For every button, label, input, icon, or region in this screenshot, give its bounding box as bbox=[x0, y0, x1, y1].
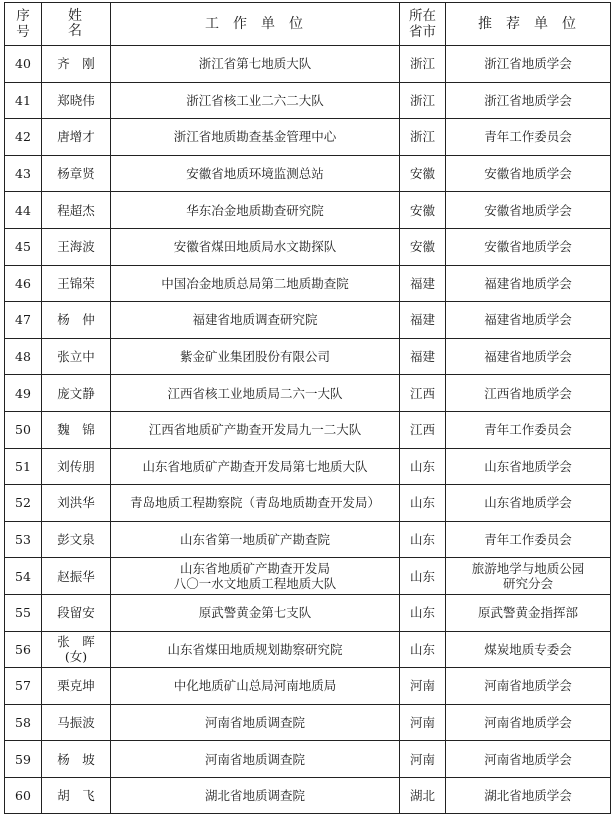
cell-unit: 山东省煤田地质规划勘察研究院 bbox=[111, 631, 400, 668]
cell-province: 江西 bbox=[400, 411, 446, 448]
table-row bbox=[5, 631, 611, 668]
header-row bbox=[5, 3, 611, 46]
table-row bbox=[5, 155, 611, 192]
table-row bbox=[5, 777, 611, 814]
cell-name: 马振波 bbox=[42, 704, 111, 741]
cell-province: 福建 bbox=[400, 265, 446, 302]
cell-province: 湖北 bbox=[400, 777, 446, 814]
cell-index: 48 bbox=[5, 338, 42, 375]
cell-name: 程超杰 bbox=[42, 192, 111, 229]
table-row bbox=[5, 265, 611, 302]
cell-index: 54 bbox=[5, 558, 42, 595]
cell-unit: 福建省地质调查研究院 bbox=[111, 302, 400, 339]
cell-name: 张立中 bbox=[42, 338, 111, 375]
cell-recommender: 福建省地质学会 bbox=[446, 265, 611, 302]
table-row bbox=[5, 375, 611, 412]
cell-name: 唐增才 bbox=[42, 119, 111, 156]
table-row bbox=[5, 485, 611, 522]
cell-index: 40 bbox=[5, 46, 42, 83]
cell-unit: 河南省地质调查院 bbox=[111, 741, 400, 778]
table-row bbox=[5, 558, 611, 595]
cell-recommender: 浙江省地质学会 bbox=[446, 82, 611, 119]
table-row bbox=[5, 594, 611, 631]
table-row bbox=[5, 119, 611, 156]
cell-unit: 浙江省地质勘查基金管理中心 bbox=[111, 119, 400, 156]
table-row bbox=[5, 668, 611, 705]
cell-unit: 浙江省核工业二六二大队 bbox=[111, 82, 400, 119]
header-province: 所在 省市 bbox=[400, 3, 446, 46]
cell-unit: 江西省核工业地质局二六一大队 bbox=[111, 375, 400, 412]
cell-province: 福建 bbox=[400, 338, 446, 375]
header-unit: 工作单位 bbox=[111, 3, 400, 46]
cell-province: 河南 bbox=[400, 668, 446, 705]
cell-index: 50 bbox=[5, 411, 42, 448]
cell-province: 安徽 bbox=[400, 228, 446, 265]
cell-index: 49 bbox=[5, 375, 42, 412]
table-row bbox=[5, 704, 611, 741]
cell-province: 安徽 bbox=[400, 192, 446, 229]
cell-name: 庞文静 bbox=[42, 375, 111, 412]
cell-unit: 湖北省地质调查院 bbox=[111, 777, 400, 814]
cell-recommender: 湖北省地质学会 bbox=[446, 777, 611, 814]
cell-unit: 浙江省第七地质大队 bbox=[111, 46, 400, 83]
table-body bbox=[5, 46, 611, 814]
cell-index: 56 bbox=[5, 631, 42, 668]
cell-province: 浙江 bbox=[400, 119, 446, 156]
cell-index: 57 bbox=[5, 668, 42, 705]
cell-unit: 青岛地质工程勘察院（青岛地质勘查开发局） bbox=[111, 485, 400, 522]
cell-unit: 山东省地质矿产勘查开发局 八〇一水文地质工程地质大队 bbox=[111, 558, 400, 595]
cell-recommender: 福建省地质学会 bbox=[446, 302, 611, 339]
cell-name: 杨章贤 bbox=[42, 155, 111, 192]
cell-unit: 山东省第一地质矿产勘查院 bbox=[111, 521, 400, 558]
cell-province: 山东 bbox=[400, 485, 446, 522]
cell-index: 45 bbox=[5, 228, 42, 265]
cell-index: 55 bbox=[5, 594, 42, 631]
cell-index: 47 bbox=[5, 302, 42, 339]
cell-province: 河南 bbox=[400, 704, 446, 741]
cell-recommender: 安徽省地质学会 bbox=[446, 155, 611, 192]
cell-province: 山东 bbox=[400, 631, 446, 668]
table-row bbox=[5, 192, 611, 229]
table-row bbox=[5, 46, 611, 83]
table-row bbox=[5, 228, 611, 265]
cell-recommender: 河南省地质学会 bbox=[446, 668, 611, 705]
cell-unit: 安徽省煤田地质局水文勘探队 bbox=[111, 228, 400, 265]
table-row bbox=[5, 448, 611, 485]
cell-unit: 河南省地质调查院 bbox=[111, 704, 400, 741]
cell-name: 栗克坤 bbox=[42, 668, 111, 705]
cell-province: 山东 bbox=[400, 448, 446, 485]
cell-recommender: 福建省地质学会 bbox=[446, 338, 611, 375]
cell-index: 51 bbox=[5, 448, 42, 485]
cell-recommender: 山东省地质学会 bbox=[446, 485, 611, 522]
cell-recommender: 安徽省地质学会 bbox=[446, 228, 611, 265]
cell-recommender: 浙江省地质学会 bbox=[446, 46, 611, 83]
cell-name: 刘传朋 bbox=[42, 448, 111, 485]
cell-recommender: 青年工作委员会 bbox=[446, 119, 611, 156]
header-index: 序 号 bbox=[5, 3, 42, 46]
cell-province: 浙江 bbox=[400, 46, 446, 83]
cell-unit: 江西省地质矿产勘查开发局九一二大队 bbox=[111, 411, 400, 448]
cell-name: 齐 刚 bbox=[42, 46, 111, 83]
cell-province: 山东 bbox=[400, 521, 446, 558]
cell-name: 刘洪华 bbox=[42, 485, 111, 522]
cell-recommender: 河南省地质学会 bbox=[446, 741, 611, 778]
cell-name: 张 晖 (女) bbox=[42, 631, 111, 668]
table-row bbox=[5, 82, 611, 119]
cell-recommender: 山东省地质学会 bbox=[446, 448, 611, 485]
cell-name: 魏 锦 bbox=[42, 411, 111, 448]
cell-unit: 安徽省地质环境监测总站 bbox=[111, 155, 400, 192]
cell-unit: 华东冶金地质勘查研究院 bbox=[111, 192, 400, 229]
cell-unit: 山东省地质矿产勘查开发局第七地质大队 bbox=[111, 448, 400, 485]
header-name: 姓名 bbox=[42, 3, 111, 46]
roster-table bbox=[4, 2, 611, 814]
cell-index: 44 bbox=[5, 192, 42, 229]
cell-index: 59 bbox=[5, 741, 42, 778]
cell-province: 福建 bbox=[400, 302, 446, 339]
table-row bbox=[5, 338, 611, 375]
table-row bbox=[5, 302, 611, 339]
cell-province: 山东 bbox=[400, 594, 446, 631]
cell-name: 段留安 bbox=[42, 594, 111, 631]
cell-recommender: 青年工作委员会 bbox=[446, 411, 611, 448]
cell-name: 赵振华 bbox=[42, 558, 111, 595]
cell-name: 杨 坡 bbox=[42, 741, 111, 778]
cell-name: 郑晓伟 bbox=[42, 82, 111, 119]
cell-unit: 中化地质矿山总局河南地质局 bbox=[111, 668, 400, 705]
cell-name: 杨 仲 bbox=[42, 302, 111, 339]
cell-name: 王海波 bbox=[42, 228, 111, 265]
cell-index: 60 bbox=[5, 777, 42, 814]
cell-unit: 原武警黄金第七支队 bbox=[111, 594, 400, 631]
cell-unit: 紫金矿业集团股份有限公司 bbox=[111, 338, 400, 375]
cell-index: 53 bbox=[5, 521, 42, 558]
cell-province: 浙江 bbox=[400, 82, 446, 119]
cell-unit: 中国冶金地质总局第二地质勘查院 bbox=[111, 265, 400, 302]
cell-recommender: 河南省地质学会 bbox=[446, 704, 611, 741]
cell-recommender: 江西省地质学会 bbox=[446, 375, 611, 412]
cell-province: 安徽 bbox=[400, 155, 446, 192]
cell-recommender: 煤炭地质专委会 bbox=[446, 631, 611, 668]
cell-recommender: 青年工作委员会 bbox=[446, 521, 611, 558]
cell-recommender: 原武警黄金指挥部 bbox=[446, 594, 611, 631]
cell-province: 河南 bbox=[400, 741, 446, 778]
cell-index: 52 bbox=[5, 485, 42, 522]
cell-name: 王锦荣 bbox=[42, 265, 111, 302]
cell-index: 42 bbox=[5, 119, 42, 156]
cell-name: 彭文泉 bbox=[42, 521, 111, 558]
cell-recommender: 旅游地学与地质公园 研究分会 bbox=[446, 558, 611, 595]
cell-recommender: 安徽省地质学会 bbox=[446, 192, 611, 229]
cell-province: 山东 bbox=[400, 558, 446, 595]
cell-index: 43 bbox=[5, 155, 42, 192]
cell-index: 41 bbox=[5, 82, 42, 119]
table-row bbox=[5, 521, 611, 558]
cell-index: 58 bbox=[5, 704, 42, 741]
cell-province: 江西 bbox=[400, 375, 446, 412]
table-row bbox=[5, 741, 611, 778]
header-recommender: 推荐单位 bbox=[446, 3, 611, 46]
cell-name: 胡 飞 bbox=[42, 777, 111, 814]
cell-index: 46 bbox=[5, 265, 42, 302]
table-row bbox=[5, 411, 611, 448]
